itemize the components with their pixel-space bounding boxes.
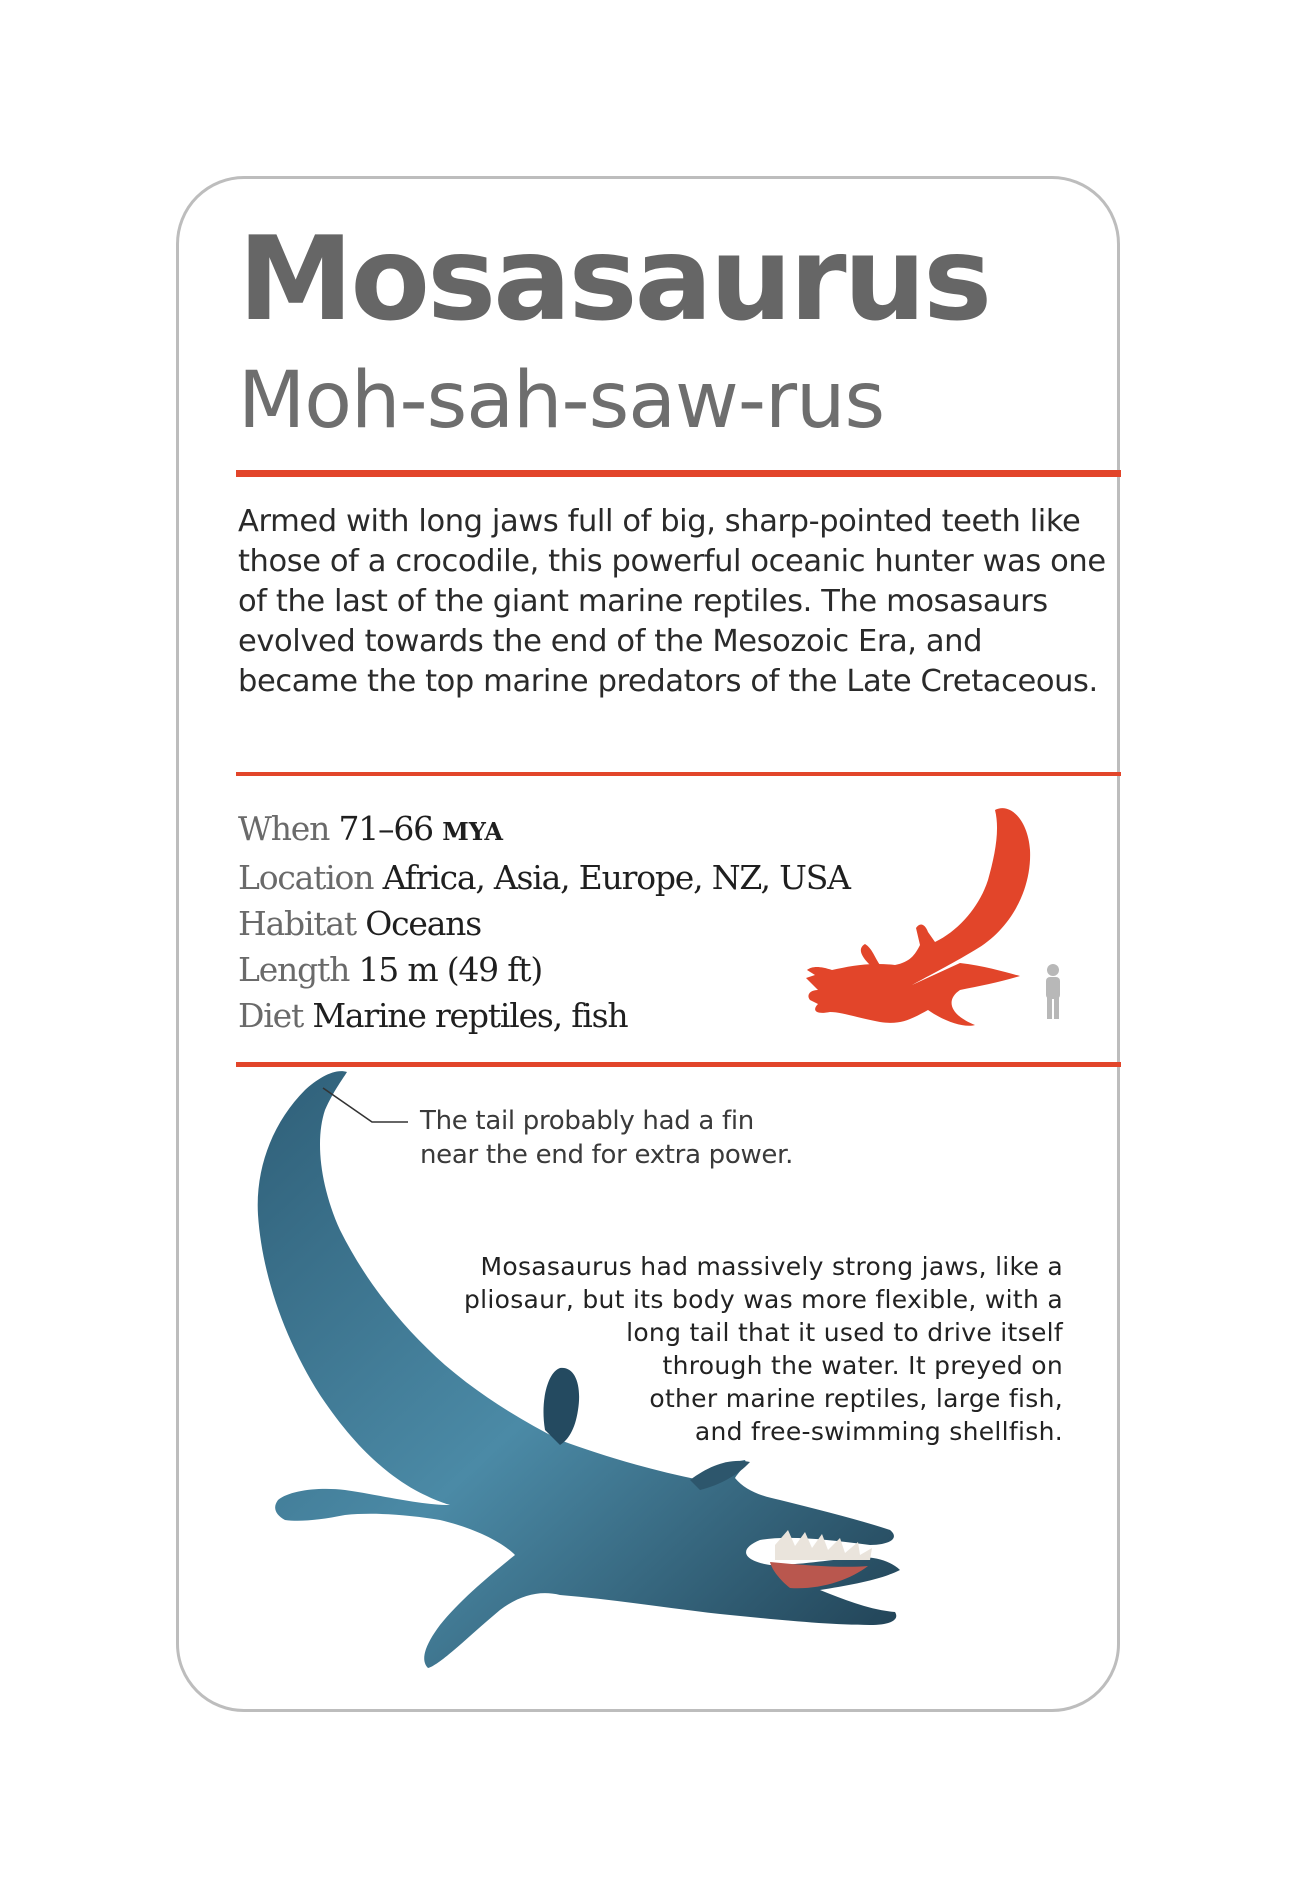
intro-line: of the last of the giant marine reptiles. The mosasaurs (238, 584, 1048, 619)
fact-value: 71–66 (338, 809, 433, 848)
jaw-note-line: Mosasaurus had massively strong jaws, like a (480, 1252, 1063, 1281)
intro-line: evolved towards the end of the Mesozoic Era, and (238, 624, 983, 659)
jaw-note-line: through the water. It preyed on (662, 1351, 1063, 1380)
fact-label: Diet (238, 996, 304, 1035)
tail-note (420, 1104, 793, 1172)
fact-value: 15 m (49 ft) (358, 950, 543, 989)
jaw-note-line: and free-swimming shellfish. (694, 1417, 1063, 1446)
fact-unit: MYA (442, 817, 504, 846)
intro-line: became the top marine predators of the Late Cretaceous. (238, 664, 1098, 699)
fact-label: When (238, 809, 330, 848)
mosasaurus-silhouette-icon (806, 808, 1030, 1026)
tail-note-leader (323, 1088, 408, 1122)
tail-note-line: near the end for extra power. (420, 1140, 794, 1170)
intro-line: Armed with long jaws full of big, sharp-pointed teeth like (238, 504, 1081, 539)
pronunciation: Moh-sah-saw-rus (238, 356, 885, 446)
fact-label: Length (238, 950, 350, 989)
jaw-note-line: long tail that it used to drive itself (626, 1318, 1063, 1347)
fact-value: Africa, Asia, Europe, NZ, USA (382, 858, 850, 897)
fact-label: Habitat (238, 904, 356, 943)
jaw-note-line: pliosaur, but its body was more flexible, with a (463, 1285, 1063, 1314)
tail-note-line: The tail probably had a fin (420, 1106, 754, 1136)
fact-label: Location (238, 858, 374, 897)
fact-value: Marine reptiles, fish (312, 996, 628, 1035)
intro-line: those of a crocodile, this powerful oceanic hunter was one (238, 544, 1106, 579)
jaw-note (464, 1250, 1063, 1448)
card-title: Mosasaurus (238, 212, 990, 347)
fact-value: Oceans (365, 904, 481, 943)
human-scale-icon (1046, 964, 1060, 1019)
jaw-note-line: other marine reptiles, large fish, (649, 1384, 1063, 1413)
